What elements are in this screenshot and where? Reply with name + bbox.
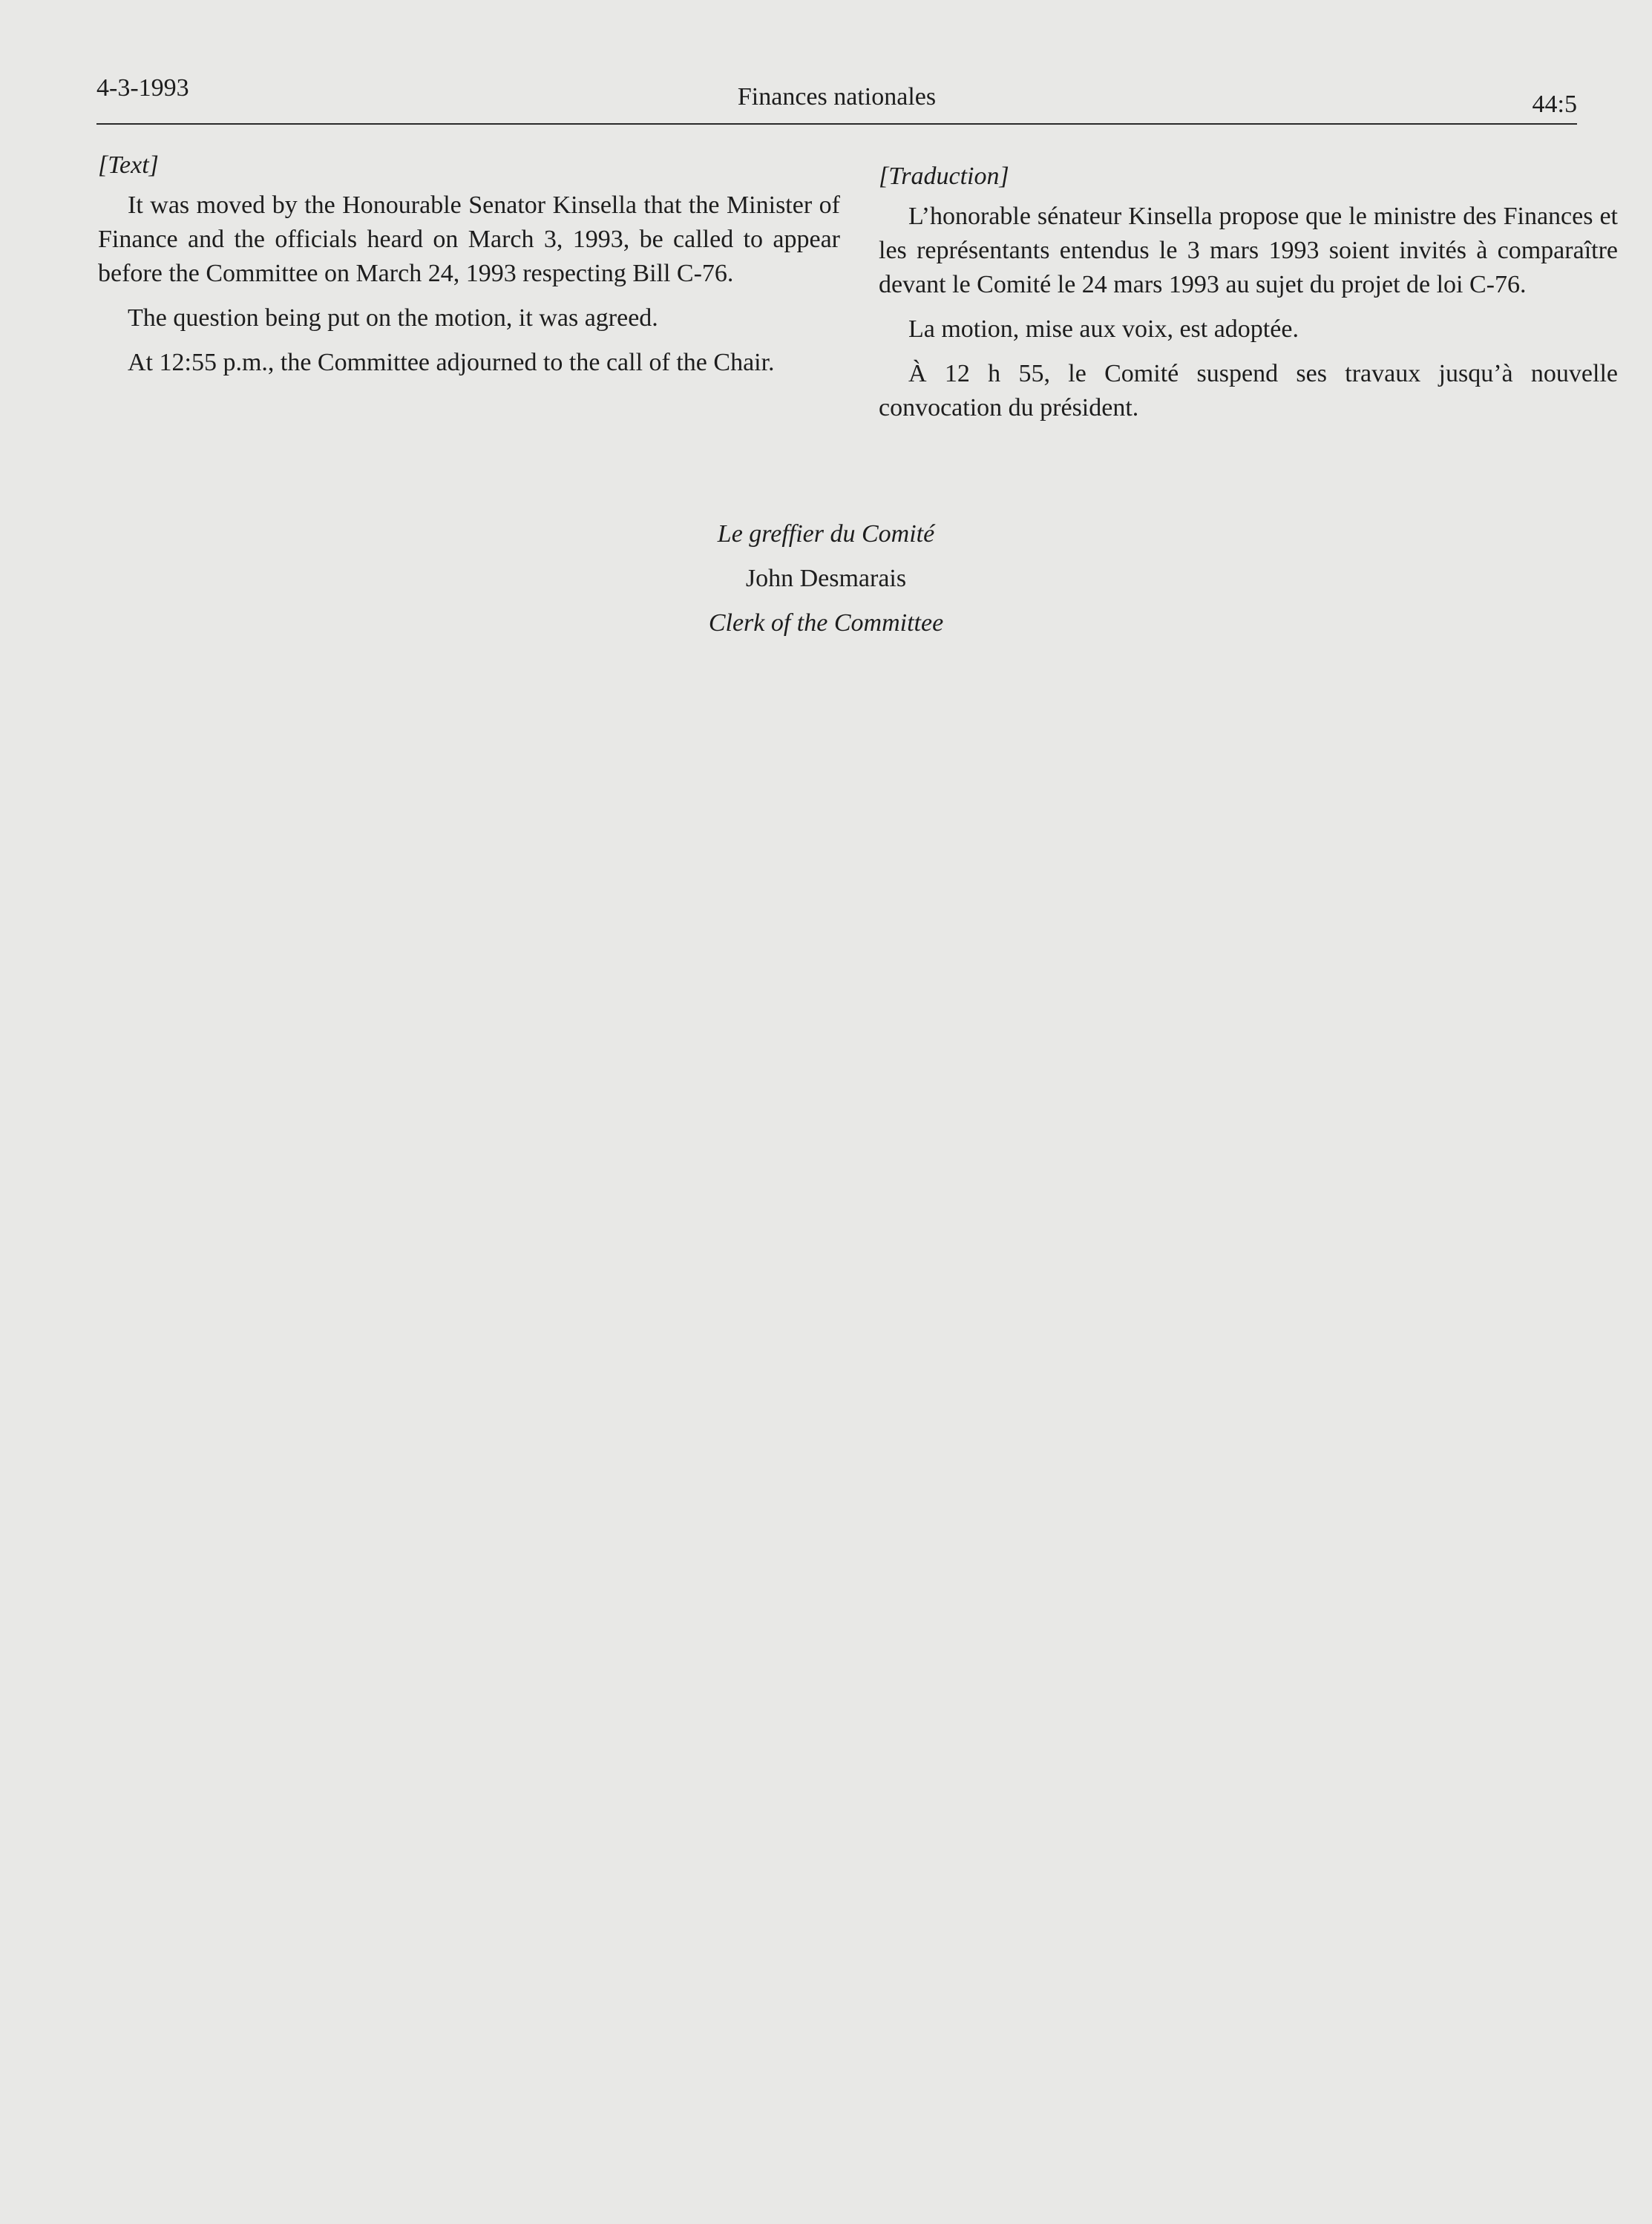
header-date: 4-3-1993 [96,74,189,102]
english-column [98,148,840,390]
clerk-name: John Desmarais [745,565,907,592]
signature-block [0,512,1652,646]
adjournment-paragraph-fr: À 12 h 55, le Comité suspend ses travaux jusqu’à nouvelle convocation du président. [879,360,1618,421]
clerk-title-fr: Le greffier du Comité [717,520,935,548]
header-rule [96,123,1577,125]
vote-paragraph: The question being put on the motion, it was agreed. [128,304,658,332]
french-column [879,160,1618,436]
adjournment-paragraph: At 12:55 p.m., the Committee adjourned to the call of the Chair. [128,349,775,376]
motion-paragraph: It was moved by the Honourable Senator Kinsella that the Minister of Finance and the officials heard on March 3, 1993, be called to appear before the Committee on March 24, 1993 respecting Bill C-76. [98,191,840,287]
text-label: [Text] [98,151,159,179]
header-journal-title: Finances nationales [737,83,937,111]
clerk-title-en: Clerk of the Committee [708,609,944,637]
page-header [96,74,1577,120]
motion-paragraph-fr: L’honorable sénateur Kinsella propose que le ministre des Finances et les représentants entendus le 3 mars 1993 soient invités à comparaître devant le Comité le 24 mars 1993 au sujet du projet de loi C-76. [879,203,1618,298]
header-page-number: 44:5 [1532,91,1577,118]
vote-paragraph-fr: La motion, mise aux voix, est adoptée. [908,315,1299,343]
traduction-label: [Traduction] [879,163,1009,190]
